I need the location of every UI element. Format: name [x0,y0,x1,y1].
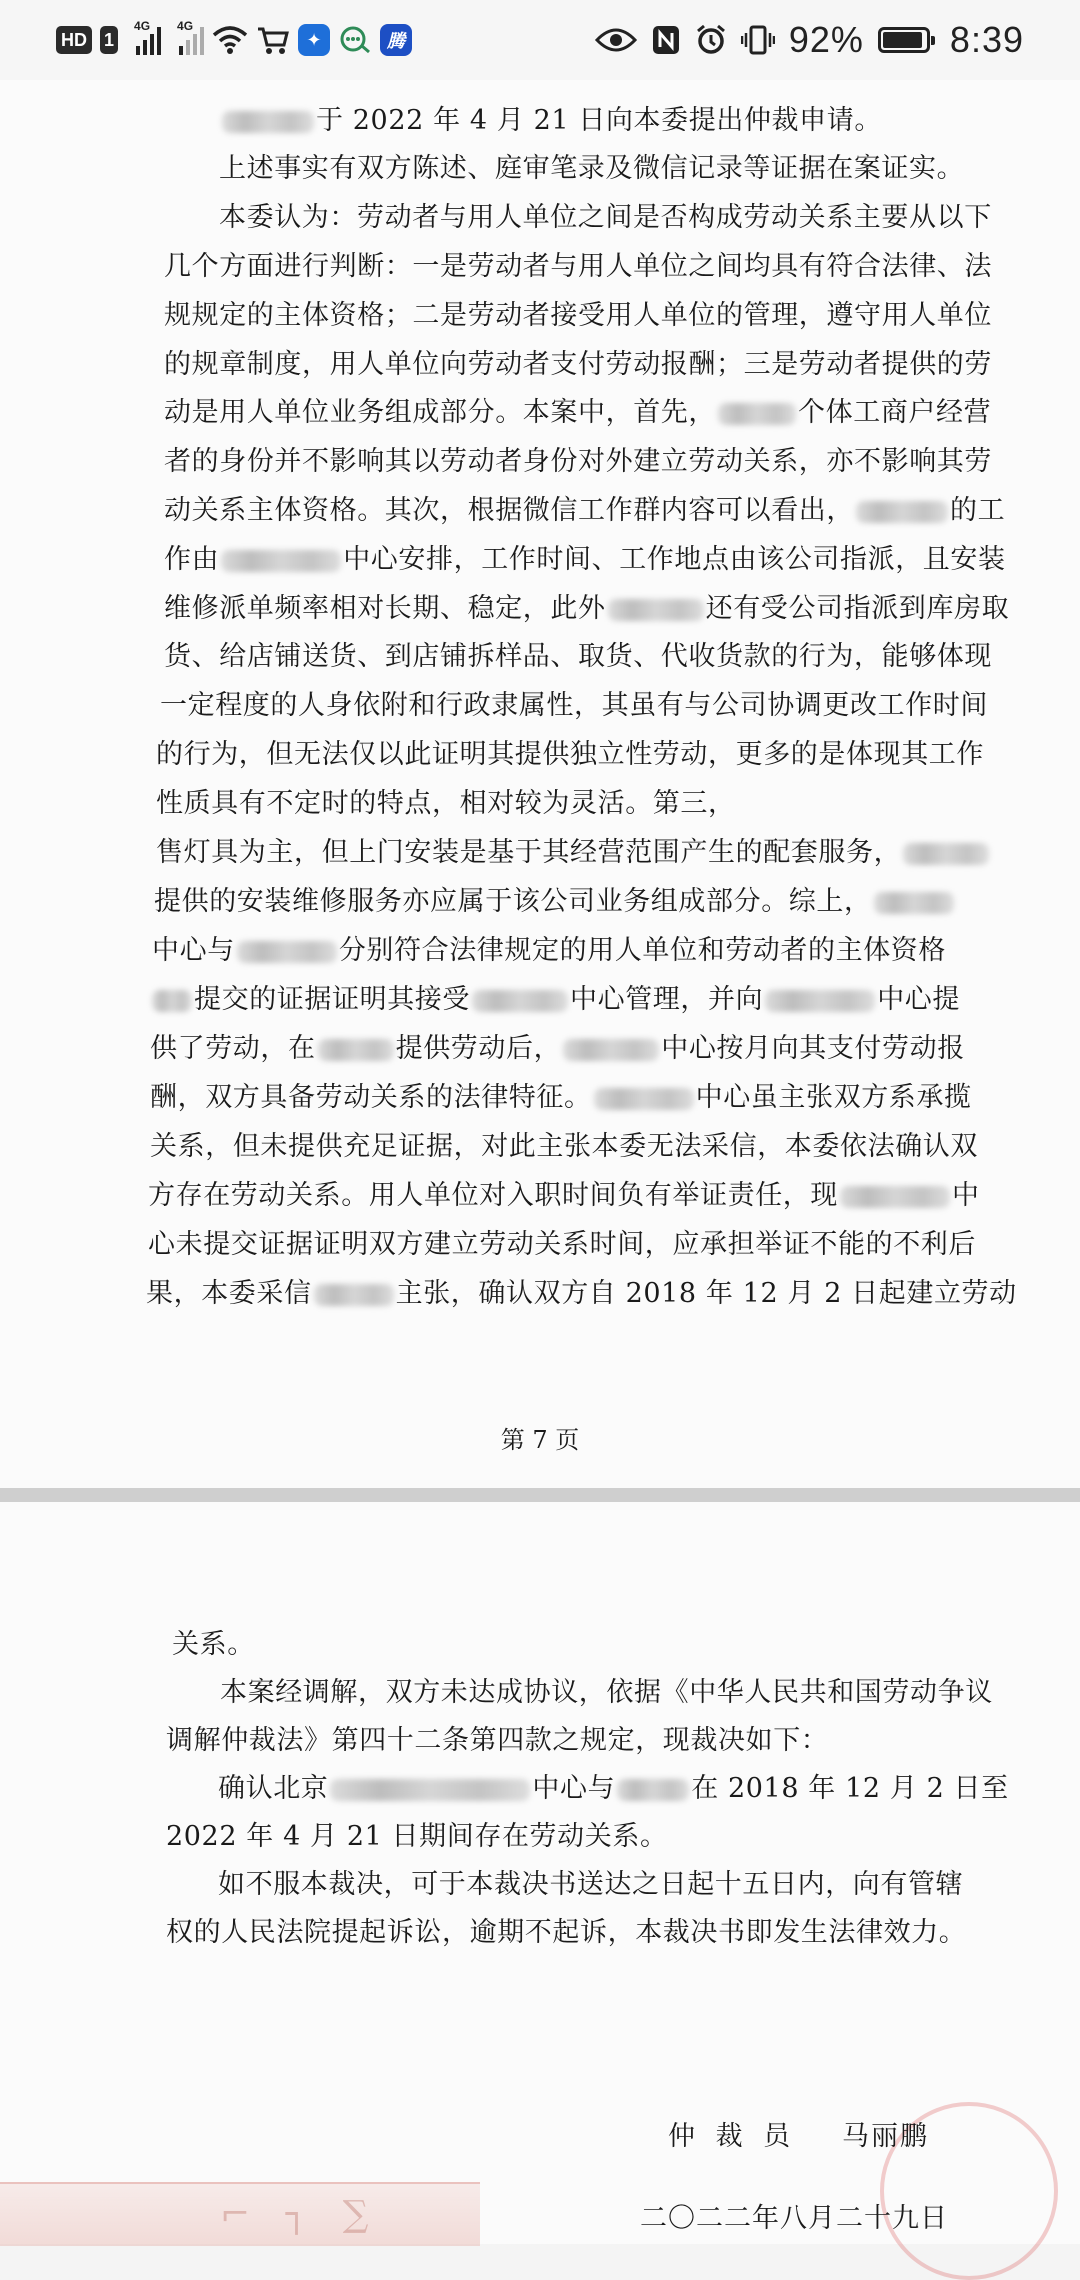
text-line: 于 2022 年 4 月 21 日向本委提出仲裁申请。 [220,104,882,138]
vibrate-icon [741,24,775,56]
text-line: 2022 年 4 月 21 日期间存在劳动关系。 [166,1821,668,1852]
text-line: 者的身份并不影响其以劳动者身份对外建立劳动关系，亦不影响其劳 [164,446,992,477]
text-line: 确认北京 中心与 在 2018 年 12 月 2 日至 [218,1773,1009,1804]
text-line: 维修派单频率相对长期、稳定，此外 还有受公司指派到库房取 [164,593,1010,624]
text-line: 如不服本裁决，可于本裁决书送达之日起十五日内，向有管辖 [218,1869,964,1900]
alarm-icon [695,24,727,56]
text-line: 心未提交证据证明双方建立劳动关系时间，应承担举证不能的不利后 [148,1229,976,1260]
battery-icon [878,27,930,53]
text-line: 本委认为：劳动者与用人单位之间是否构成劳动关系主要从以下 [219,202,992,233]
chat-icon [338,25,372,55]
arbitrator-title: 仲 裁 员 [668,2121,797,2152]
eye-icon [595,26,637,54]
text-line: 供了劳动，在 提供劳动后， 中心按月向其支付劳动报 [150,1033,965,1064]
text-line: 方存在劳动关系。用人单位对入职时间负有举证责任，现 中 [148,1180,980,1211]
stamp-marks: ⌐ ┐ ∑ [220,2194,381,2235]
text-line: 本案经调解，双方未达成协议，依据《中华人民共和国劳动争议 [220,1677,993,1708]
battery-fill [883,32,922,48]
wifi-icon [212,25,248,55]
signal-strength-icon-2 [177,19,204,55]
text-line: 货、给店铺送货、到店铺拆样品、取货、代收货款的行为，能够体现 [164,641,992,672]
status-bar [0,0,1080,80]
text-line: 的行为，但无法仅以此证明其提供独立性劳动，更多的是体现其工作 [156,739,984,770]
text-line: 中心与 分别符合法律规定的用人单位和劳动者的主体资格 [152,935,947,966]
text-line: 提供的安装维修服务亦应属于该公司业务组成部分。综上， [154,885,956,919]
nfc-icon [651,24,681,56]
red-stamp [0,2182,480,2246]
text-line: 提交的证据证明其接受 中心管理，并向 中心提 [150,983,960,1017]
status-right [595,19,1024,60]
text-line: 果，本委采信 主张，确认双方自 2018 年 12 月 2 日起建立劳动 [146,1278,1017,1309]
app-bulb-icon: ✦ [298,24,330,56]
text-line: 规规定的主体资格；二是劳动者接受用人单位的管理，遵守用人单位 [164,300,992,331]
hd-badge: HD [56,26,92,54]
signal-label-1: 4G [134,19,151,33]
text-line: 动是用人单位业务组成部分。本案中，首先， 个体工商户经营 [164,397,992,428]
page-number: 第 7 页 [500,1426,580,1454]
text-line: 的规章制度，用人单位向劳动者支付劳动报酬；三是劳动者提供的劳 [164,349,992,380]
app-teng-icon: 腾 [380,24,412,56]
signal-label-2: 4G [177,19,194,33]
text-line: 几个方面进行判断：一是劳动者与用人单位之间均具有符合法律、法 [164,251,992,282]
document-page-8 [0,1502,1080,2244]
text-line: 酬，双方具备劳动关系的法律特征。 中心虽主张双方系承揽 [150,1082,972,1113]
arbitrator-name: 马丽鹏 [842,2121,929,2152]
text-line: 关系，但未提供充足证据，对此主张本委无法采信，本委依法确认双 [150,1131,978,1162]
signal-strength-icon [134,19,161,55]
text-line: 售灯具为主，但上门安装是基于其经营范围产生的配套服务， [156,836,991,870]
battery-percent: 92% [788,19,864,60]
text-line: 一定程度的人身依附和行政隶属性，其虽有与公司协调更改工作时间 [160,690,988,721]
text-line: 上述事实有双方陈述、庭审笔录及微信记录等证据在案证实。 [219,153,965,184]
text-line: 权的人民法院提起诉讼，逾期不起诉，本裁决书即发生法律效力。 [166,1917,967,1948]
clock: 8:39 [949,19,1024,60]
decision-date: 二〇二二年八月二十九日 [640,2203,948,2234]
text-line: 性质具有不定时的特点，相对较为灵活。第三， [156,788,736,819]
text-line: 调解仲裁法》第四十二条第四款之规定，现裁决如下： [166,1725,829,1756]
document-page-7 [0,80,1080,1488]
text-line: 动关系主体资格。其次，根据微信工作群内容可以看出， 的工 [164,495,1006,526]
sim-slot-badge: 1 [100,26,118,54]
page-separator [0,1488,1080,1502]
cart-icon [256,24,290,56]
text-line: 关系。 [172,1629,255,1660]
text-line: 作由 中心安排，工作时间、工作地点由该公司指派，且安装 [164,544,1006,575]
status-left [56,19,412,58]
